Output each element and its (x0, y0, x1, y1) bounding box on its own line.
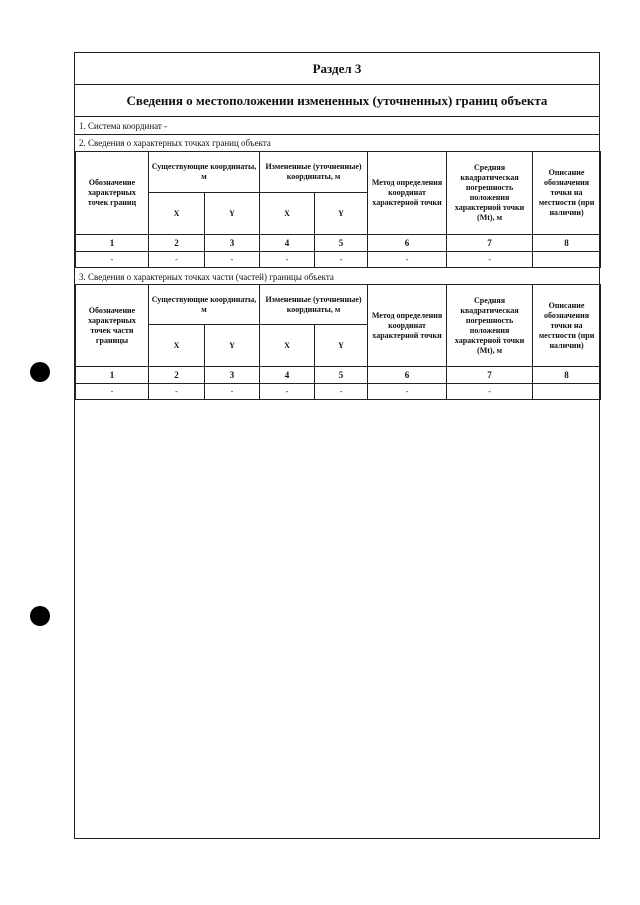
table-cell (533, 252, 601, 268)
header-x-changed: X (260, 325, 315, 367)
table-row (76, 252, 601, 268)
table-cell: - (447, 384, 533, 400)
table-cell: - (447, 252, 533, 268)
column-number: 4 (260, 235, 315, 252)
table-cell: - (315, 252, 368, 268)
table2-caption: 3. Сведения о характерных точках части (частей) границы объекта (75, 270, 599, 285)
header-y-changed: Y (315, 193, 368, 235)
punch-hole-top (30, 362, 50, 382)
column-number: 7 (447, 367, 533, 384)
table-cell: - (149, 252, 205, 268)
header-description: Описание обозначения точки на местности (при наличии) (533, 152, 601, 235)
header-method: Метод определения координат характерной точки (368, 285, 447, 367)
column-number: 3 (205, 235, 260, 252)
header-y-changed: Y (315, 325, 368, 367)
column-number: 1 (76, 367, 149, 384)
header-x-changed: X (260, 193, 315, 235)
column-number: 6 (368, 367, 447, 384)
section-subtitle: Сведения о местоположении измененных (уточненных) границ объекта (75, 85, 599, 117)
header-mean-error: Средняя квадратическая погрешность положения характерной точки (Mt), м (447, 152, 533, 235)
column-number: 7 (447, 235, 533, 252)
column-number: 3 (205, 367, 260, 384)
table-cell: - (368, 384, 447, 400)
column-number-row (76, 367, 601, 384)
header-y-existing: Y (205, 193, 260, 235)
coordinate-system-line: 1. Система координат - (75, 117, 599, 135)
header-changed-coordinates: Измененные (уточненные) координаты, м (260, 152, 368, 193)
column-number: 1 (76, 235, 149, 252)
table-cell: - (205, 384, 260, 400)
column-number: 5 (315, 235, 368, 252)
column-number: 2 (149, 367, 205, 384)
header-designation: Обозначение характерных точек части границы (76, 285, 149, 367)
punch-hole-bottom (30, 606, 50, 626)
table1-caption: 2. Сведения о характерных точках границ объекта (75, 135, 599, 152)
table-cell (533, 384, 601, 400)
table-row (76, 384, 601, 400)
table-cell: - (76, 252, 149, 268)
table-cell: - (205, 252, 260, 268)
header-designation: Обозначение характерных точек границ (76, 152, 149, 235)
column-number: 8 (533, 235, 601, 252)
table-cell: - (368, 252, 447, 268)
header-description: Описание обозначения точки на местности (при наличии) (533, 285, 601, 367)
column-number: 6 (368, 235, 447, 252)
header-method: Метод определения координат характерной точки (368, 152, 447, 235)
header-x-existing: X (149, 325, 205, 367)
header-existing-coordinates: Существующие координаты, м (149, 285, 260, 325)
table-cell: - (260, 252, 315, 268)
column-number-row (76, 235, 601, 252)
part-boundary-points-table (75, 284, 601, 400)
table-cell: - (315, 384, 368, 400)
table-cell: - (76, 384, 149, 400)
header-y-existing: Y (205, 325, 260, 367)
table-cell: - (149, 384, 205, 400)
header-existing-coordinates: Существующие координаты, м (149, 152, 260, 193)
column-number: 4 (260, 367, 315, 384)
column-number: 8 (533, 367, 601, 384)
column-number: 5 (315, 367, 368, 384)
boundary-points-table (75, 151, 601, 268)
header-mean-error: Средняя квадратическая погрешность положения характерной точки (Mt), м (447, 285, 533, 367)
header-changed-coordinates: Измененные (уточненные) координаты, м (260, 285, 368, 325)
table-cell: - (260, 384, 315, 400)
header-x-existing: X (149, 193, 205, 235)
document-frame (74, 52, 600, 839)
section-title: Раздел 3 (75, 53, 599, 85)
column-number: 2 (149, 235, 205, 252)
